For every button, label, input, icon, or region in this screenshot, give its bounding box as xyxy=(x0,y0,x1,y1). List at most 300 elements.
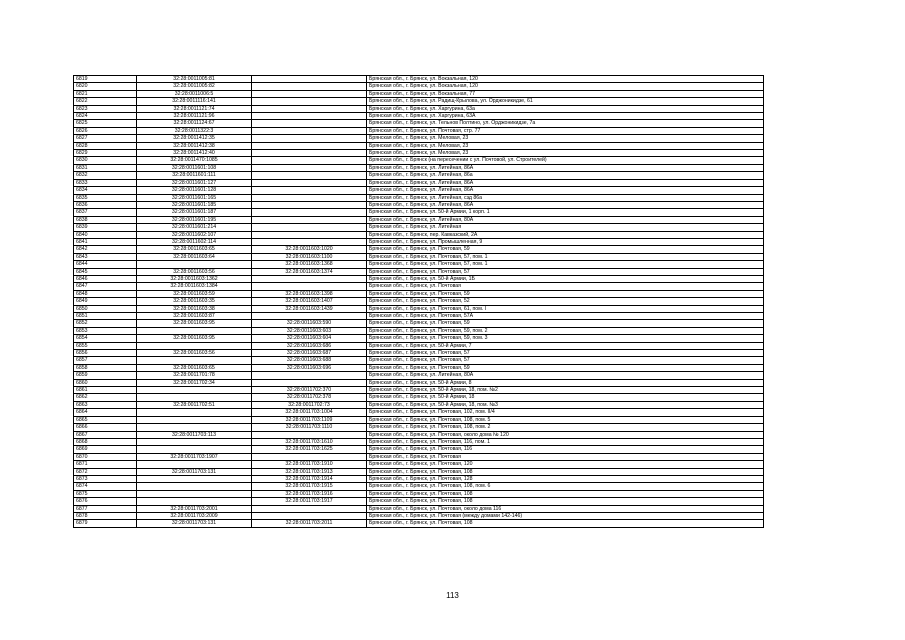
row-number-cell: 6859 xyxy=(74,372,137,379)
table-row xyxy=(74,268,764,275)
address-cell: Брянская обл., г. Брянск, ул. Меловая, 23 xyxy=(367,135,764,142)
table-row xyxy=(74,379,764,386)
address-cell: Брянская обл., г. Брянск, ул. Почтовая, 59 xyxy=(367,290,764,297)
address-cell: Брянская обл., г. Брянск, ул. Почтовая, 57, пом. 1 xyxy=(367,261,764,268)
cadastral-number-cell: 32:28:0011703:2001 xyxy=(137,505,252,512)
row-number-cell: 6841 xyxy=(74,238,137,245)
related-cadastral-number-cell xyxy=(252,453,367,460)
cadastral-number-cell: 32:28:0011702:51 xyxy=(137,401,252,408)
address-cell: Брянская обл., г. Брянск, ул. Почтовая, 57 xyxy=(367,268,764,275)
related-cadastral-number-cell xyxy=(252,283,367,290)
related-cadastral-number-cell xyxy=(252,179,367,186)
row-number-cell: 6879 xyxy=(74,520,137,527)
table-row xyxy=(74,298,764,305)
address-cell: Брянская обл., г. Брянск, ул. Вокзальная, 77 xyxy=(367,90,764,97)
cadastral-number-cell xyxy=(137,387,252,394)
address-cell: Брянская обл., г. Брянск, ул. Литейная, 86а xyxy=(367,172,764,179)
cadastral-number-cell xyxy=(137,409,252,416)
row-number-cell: 6824 xyxy=(74,113,137,120)
related-cadastral-number-cell: 32:28:0011703:1110 xyxy=(252,424,367,431)
row-number-cell: 6847 xyxy=(74,283,137,290)
table-row xyxy=(74,313,764,320)
cadastral-number-cell: 32:28:0011601:127 xyxy=(137,179,252,186)
table-row xyxy=(74,201,764,208)
row-number-cell: 6834 xyxy=(74,187,137,194)
related-cadastral-number-cell xyxy=(252,98,367,105)
related-cadastral-number-cell xyxy=(252,164,367,171)
address-cell: Брянская обл., г. Брянск, ул. Литейная, 86А xyxy=(367,164,764,171)
cadastral-number-cell: 32:28:0011005:82 xyxy=(137,83,252,90)
row-number-cell: 6843 xyxy=(74,253,137,260)
cadastral-number-cell xyxy=(137,475,252,482)
row-number-cell: 6822 xyxy=(74,98,137,105)
related-cadastral-number-cell: 32:28:0011603:1407 xyxy=(252,298,367,305)
address-cell: Брянская обл., г. Брянск, ул. Вокзальная, 120 xyxy=(367,76,764,83)
row-number-cell: 6827 xyxy=(74,135,137,142)
related-cadastral-number-cell xyxy=(252,142,367,149)
table-row xyxy=(74,164,764,171)
related-cadastral-number-cell xyxy=(252,275,367,282)
table-row xyxy=(74,438,764,445)
address-cell: Брянская обл., г. Брянск, ул. Литейная, 86А xyxy=(367,179,764,186)
table-row xyxy=(74,150,764,157)
address-cell: Брянская обл., г. Брянск, ул. Харгурина, 63а xyxy=(367,105,764,112)
related-cadastral-number-cell xyxy=(252,150,367,157)
row-number-cell: 6831 xyxy=(74,164,137,171)
table-row xyxy=(74,253,764,260)
related-cadastral-number-cell xyxy=(252,231,367,238)
cadastral-number-cell: 32:28:0011601:214 xyxy=(137,224,252,231)
address-cell: Брянская обл., г. Брянск, ул. 50-й Армии, 18, пом. №2 xyxy=(367,387,764,394)
related-cadastral-number-cell xyxy=(252,372,367,379)
row-number-cell: 6852 xyxy=(74,320,137,327)
table-row xyxy=(74,179,764,186)
cadastral-number-cell: 32:28:0011121:74 xyxy=(137,105,252,112)
address-cell: Брянская обл., г. Брянск, ул. 50-й Армии, 1 корп. 1 xyxy=(367,209,764,216)
row-number-cell: 6840 xyxy=(74,231,137,238)
row-number-cell: 6823 xyxy=(74,105,137,112)
related-cadastral-number-cell: 32:28:0011603:687 xyxy=(252,350,367,357)
related-cadastral-number-cell: 32:28:0011702:378 xyxy=(252,394,367,401)
address-cell: Брянская обл., г. Брянск, ул. Тельнов Полтино, ул. Орджоникидзе, 7а xyxy=(367,120,764,127)
row-number-cell: 6849 xyxy=(74,298,137,305)
address-cell: Брянская обл., г. Брянск, ул. Литейная, 86А xyxy=(367,201,764,208)
row-number-cell: 6858 xyxy=(74,364,137,371)
cadastral-number-cell: 32:28:0011702:34 xyxy=(137,379,252,386)
address-cell: Брянская обл., г. Брянск, ул. Почтовая, 108, пом. 2 xyxy=(367,424,764,431)
table-row xyxy=(74,76,764,83)
related-cadastral-number-cell: 32:28:0011603:696 xyxy=(252,364,367,371)
address-cell: Брянская обл., г. Брянск, ул. Почтовая (между домами 142-146) xyxy=(367,512,764,519)
table-row xyxy=(74,327,764,334)
related-cadastral-number-cell: 32:28:0011702:370 xyxy=(252,387,367,394)
address-cell: Брянская обл., г. Брянск, ул. Почтовая, стр. 77 xyxy=(367,127,764,134)
cadastral-number-cell: 32:28:0011602:107 xyxy=(137,231,252,238)
address-cell: Брянская обл., г. Брянск, ул. 50-й Армии, 1Б xyxy=(367,275,764,282)
page-number: 113 xyxy=(446,591,459,600)
table-row xyxy=(74,90,764,97)
row-number-cell: 6826 xyxy=(74,127,137,134)
row-number-cell: 6857 xyxy=(74,357,137,364)
address-cell: Брянская обл., г. Брянск, ул. Почтовая, 108 xyxy=(367,520,764,527)
row-number-cell: 6837 xyxy=(74,209,137,216)
row-number-cell: 6853 xyxy=(74,327,137,334)
row-number-cell: 6845 xyxy=(74,268,137,275)
row-number-cell: 6862 xyxy=(74,394,137,401)
cadastral-number-cell: 32:28:0011412:40 xyxy=(137,150,252,157)
table-row xyxy=(74,224,764,231)
row-number-cell: 6873 xyxy=(74,475,137,482)
table-row xyxy=(74,231,764,238)
cadastral-number-cell: 32:28:0011703:1907 xyxy=(137,453,252,460)
related-cadastral-number-cell: 32:28:0011703:1913 xyxy=(252,468,367,475)
cadastral-number-cell xyxy=(137,461,252,468)
cadastral-number-cell: 32:28:0011703:131 xyxy=(137,520,252,527)
address-cell: Брянская обл., г. Брянск, ул. Почтовая, 116 xyxy=(367,446,764,453)
row-number-cell: 6851 xyxy=(74,313,137,320)
related-cadastral-number-cell xyxy=(252,238,367,245)
table-row xyxy=(74,135,764,142)
table-row xyxy=(74,172,764,179)
cadastral-number-cell: 32:28:0011603:59 xyxy=(137,290,252,297)
table-row xyxy=(74,498,764,505)
row-number-cell: 6828 xyxy=(74,142,137,149)
related-cadastral-number-cell xyxy=(252,83,367,90)
related-cadastral-number-cell xyxy=(252,209,367,216)
address-cell: Брянская обл., г. Брянск, ул. Почтовая, 108, пом. 6 xyxy=(367,483,764,490)
related-cadastral-number-cell xyxy=(252,120,367,127)
registry-table-body xyxy=(74,76,764,528)
table-row xyxy=(74,113,764,120)
related-cadastral-number-cell xyxy=(252,313,367,320)
row-number-cell: 6850 xyxy=(74,305,137,312)
row-number-cell: 6832 xyxy=(74,172,137,179)
table-row xyxy=(74,475,764,482)
address-cell: Брянская обл., г. Брянск, ул. Почтовая, 59 xyxy=(367,320,764,327)
row-number-cell: 6844 xyxy=(74,261,137,268)
cadastral-number-cell: 32:28:0011601:187 xyxy=(137,209,252,216)
cadastral-number-cell: 32:28:0011603:56 xyxy=(137,268,252,275)
address-cell: Брянская обл., г. Брянск, ул. Харгурина, 63А xyxy=(367,113,764,120)
address-cell: Брянская обл., г. Брянск, ул. Почтовая, 102, пом. II/4 xyxy=(367,409,764,416)
table-row xyxy=(74,335,764,342)
row-number-cell: 6830 xyxy=(74,157,137,164)
table-row xyxy=(74,187,764,194)
cadastral-number-cell: 32:28:0011121:96 xyxy=(137,113,252,120)
address-cell: Брянская обл., г. Брянск, ул. Почтовая, 59, пом. 2 xyxy=(367,327,764,334)
cadastral-number-cell xyxy=(137,357,252,364)
row-number-cell: 6838 xyxy=(74,216,137,223)
related-cadastral-number-cell xyxy=(252,127,367,134)
table-row xyxy=(74,401,764,408)
related-cadastral-number-cell xyxy=(252,113,367,120)
row-number-cell: 6860 xyxy=(74,379,137,386)
cadastral-number-cell: 32:28:0011603:95 xyxy=(137,335,252,342)
related-cadastral-number-cell: 32:28:0011703:1915 xyxy=(252,483,367,490)
cadastral-number-cell: 32:28:0011603:56 xyxy=(137,350,252,357)
related-cadastral-number-cell xyxy=(252,216,367,223)
cadastral-number-cell xyxy=(137,342,252,349)
address-cell: Брянская обл., г. Брянск, ул. Почтовая, 57 xyxy=(367,350,764,357)
related-cadastral-number-cell: 32:28:0011603:604 xyxy=(252,335,367,342)
related-cadastral-number-cell: 32:28:0011603:1398 xyxy=(252,290,367,297)
cadastral-number-cell xyxy=(137,416,252,423)
row-number-cell: 6878 xyxy=(74,512,137,519)
related-cadastral-number-cell xyxy=(252,172,367,179)
cadastral-number-cell: 32:28:0011603:64 xyxy=(137,253,252,260)
cadastral-number-cell: 32:28:0011603:65 xyxy=(137,246,252,253)
address-cell: Брянская обл., г. Брянск, ул. Вокзальная, 120 xyxy=(367,83,764,90)
row-number-cell: 6864 xyxy=(74,409,137,416)
table-row xyxy=(74,357,764,364)
cadastral-number-cell: 32:28:0011703:2009 xyxy=(137,512,252,519)
related-cadastral-number-cell: 32:28:0011603:1368 xyxy=(252,261,367,268)
related-cadastral-number-cell: 32:28:0011703:1914 xyxy=(252,475,367,482)
row-number-cell: 6863 xyxy=(74,401,137,408)
address-cell: Брянская обл., г. Брянск (на пересечении с ул. Почтовой, ул. Строителей) xyxy=(367,157,764,164)
address-cell: Брянская обл., г. Брянск, ул. Почтовая, 108 xyxy=(367,468,764,475)
cadastral-number-cell: 32:28:0011603:38 xyxy=(137,305,252,312)
table-row xyxy=(74,483,764,490)
row-number-cell: 6868 xyxy=(74,438,137,445)
related-cadastral-number-cell xyxy=(252,157,367,164)
related-cadastral-number-cell: 32:28:0011603:1100 xyxy=(252,253,367,260)
related-cadastral-number-cell: 32:28:0011703:2011 xyxy=(252,520,367,527)
address-cell: Брянская обл., г. Брянск, ул. 50-й Армии, 8 xyxy=(367,379,764,386)
row-number-cell: 6842 xyxy=(74,246,137,253)
address-cell: Брянская обл., г. Брянск, ул. Меловая, 23 xyxy=(367,150,764,157)
related-cadastral-number-cell: 32:28:0011603:1439 xyxy=(252,305,367,312)
address-cell: Брянская обл., г. Брянск, ул. Почтовая, 57А xyxy=(367,313,764,320)
address-cell: Брянская обл., г. Брянск, ул. Почтовая, около дома 116 xyxy=(367,505,764,512)
cadastral-number-cell: 32:28:0011603:95 xyxy=(137,320,252,327)
address-cell: Брянская обл., г. Брянск, ул. 50-й Армии, 18, пом. №3 xyxy=(367,401,764,408)
address-cell: Брянская обл., г. Брянск, ул. Литейная, 80А xyxy=(367,216,764,223)
related-cadastral-number-cell xyxy=(252,512,367,519)
cadastral-number-cell xyxy=(137,490,252,497)
cadastral-number-cell: 32:28:0011601:165 xyxy=(137,194,252,201)
related-cadastral-number-cell xyxy=(252,379,367,386)
related-cadastral-number-cell xyxy=(252,201,367,208)
table-row xyxy=(74,416,764,423)
related-cadastral-number-cell: 32:28:0011703:1916 xyxy=(252,490,367,497)
address-cell: Брянская обл., г. Брянск, ул. Литейная, 80А xyxy=(367,372,764,379)
address-cell: Брянская обл., г. Брянск, ул. Почтовая, 59, пом. 3 xyxy=(367,335,764,342)
table-row xyxy=(74,261,764,268)
table-row xyxy=(74,409,764,416)
related-cadastral-number-cell: 32:28:0011603:1374 xyxy=(252,268,367,275)
cadastral-number-cell: 32:28:0011601:128 xyxy=(137,187,252,194)
address-cell: Брянская обл., г. Брянск, ул. Литейная, 86А xyxy=(367,187,764,194)
cadastral-number-cell: 32:28:0011006:5 xyxy=(137,90,252,97)
cadastral-number-cell xyxy=(137,424,252,431)
row-number-cell: 6869 xyxy=(74,446,137,453)
table-row xyxy=(74,520,764,527)
row-number-cell: 6825 xyxy=(74,120,137,127)
table-row xyxy=(74,350,764,357)
related-cadastral-number-cell: 32:28:0011703:1910 xyxy=(252,461,367,468)
address-cell: Брянская обл., г. Брянск, ул. Почтовая, 108 xyxy=(367,490,764,497)
related-cadastral-number-cell: 32:28:0011603:686 xyxy=(252,342,367,349)
cadastral-number-cell: 32:28:0011601:108 xyxy=(137,164,252,171)
cadastral-number-cell: 32:28:0011603:1384 xyxy=(137,283,252,290)
row-number-cell: 6821 xyxy=(74,90,137,97)
row-number-cell: 6846 xyxy=(74,275,137,282)
address-cell: Брянская обл., г. Брянск, ул. Литейная, сзд 86а xyxy=(367,194,764,201)
related-cadastral-number-cell xyxy=(252,194,367,201)
cadastral-number-cell: 32:28:0011603:65 xyxy=(137,364,252,371)
table-row xyxy=(74,142,764,149)
table-row xyxy=(74,387,764,394)
address-cell: Брянская обл., г. Брянск, ул. Радищ-Крылова, ул. Орджоникидзе, 61 xyxy=(367,98,764,105)
table-row xyxy=(74,275,764,282)
address-cell: Брянская обл., г. Брянск, ул. Почтовая, 108 xyxy=(367,498,764,505)
address-cell: Брянская обл., г. Брянск, ул. Почтовая xyxy=(367,283,764,290)
related-cadastral-number-cell xyxy=(252,135,367,142)
table-row xyxy=(74,83,764,90)
cadastral-number-cell: 32:28:0011603:87 xyxy=(137,313,252,320)
address-cell: Брянская обл., г. Брянск, ул. Почтовая, 116, пом. 1 xyxy=(367,438,764,445)
address-cell: Брянская обл., г. Брянск, ул. Почтовая, 128 xyxy=(367,475,764,482)
address-cell: Брянская обл., г. Брянск, ул. Почтовая, 120 xyxy=(367,461,764,468)
address-cell: Брянская обл., г. Брянск, ул. Почтовая, 57 xyxy=(367,357,764,364)
row-number-cell: 6865 xyxy=(74,416,137,423)
related-cadastral-number-cell xyxy=(252,187,367,194)
address-cell: Брянская обл., г. Брянск, ул. Промышленная, 9 xyxy=(367,238,764,245)
table-row xyxy=(74,431,764,438)
address-cell: Брянская обл., г. Брянск, ул. Почтовая, 52 xyxy=(367,298,764,305)
table-row xyxy=(74,364,764,371)
cadastral-number-cell xyxy=(137,438,252,445)
row-number-cell: 6835 xyxy=(74,194,137,201)
cadastral-number-cell: 32:28:0011124:67 xyxy=(137,120,252,127)
address-cell: Брянская обл., г. Брянск, ул. 50-й Армии, 7 xyxy=(367,342,764,349)
row-number-cell: 6848 xyxy=(74,290,137,297)
table-row xyxy=(74,157,764,164)
table-row xyxy=(74,453,764,460)
table-row xyxy=(74,424,764,431)
cadastral-number-cell xyxy=(137,498,252,505)
cadastral-number-cell: 32:28:0011412:38 xyxy=(137,142,252,149)
related-cadastral-number-cell xyxy=(252,76,367,83)
table-row xyxy=(74,372,764,379)
row-number-cell: 6866 xyxy=(74,424,137,431)
table-row xyxy=(74,394,764,401)
address-cell: Брянская обл., г. Брянск, ул. Почтовая, около дома № 120 xyxy=(367,431,764,438)
address-cell: Брянская обл., г. Брянск, ул. Почтовая, 59 xyxy=(367,364,764,371)
related-cadastral-number-cell: 32:28:0011703:1917 xyxy=(252,498,367,505)
cadastral-number-cell: 32:28:0011703:131 xyxy=(137,468,252,475)
address-cell: Брянская обл., г. Брянск, ул. Почтовая, 108, пом. 5 xyxy=(367,416,764,423)
row-number-cell: 6874 xyxy=(74,483,137,490)
table-row xyxy=(74,98,764,105)
address-cell: Брянская обл., г. Брянск, ул. Литейная xyxy=(367,224,764,231)
row-number-cell: 6820 xyxy=(74,83,137,90)
related-cadastral-number-cell: 32:28:0011703:1625 xyxy=(252,446,367,453)
table-row xyxy=(74,105,764,112)
cadastral-number-cell: 32:28:0011601:195 xyxy=(137,216,252,223)
related-cadastral-number-cell xyxy=(252,90,367,97)
cadastral-number-cell: 32:28:0011602:114 xyxy=(137,238,252,245)
table-row xyxy=(74,446,764,453)
address-cell: Брянская обл., г. Брянск, ул. Почтовая, 57, пом. 1 xyxy=(367,253,764,260)
cadastral-number-cell: 32:28:0011603:35 xyxy=(137,298,252,305)
cadastral-number-cell: 32:28:0011701:78 xyxy=(137,372,252,379)
row-number-cell: 6870 xyxy=(74,453,137,460)
cadastral-number-cell xyxy=(137,261,252,268)
related-cadastral-number-cell: 32:28:0011603:688 xyxy=(252,357,367,364)
row-number-cell: 6854 xyxy=(74,335,137,342)
row-number-cell: 6839 xyxy=(74,224,137,231)
related-cadastral-number-cell: 32:28:0011603:1020 xyxy=(252,246,367,253)
table-row xyxy=(74,194,764,201)
related-cadastral-number-cell xyxy=(252,505,367,512)
related-cadastral-number-cell xyxy=(252,224,367,231)
cadastral-number-cell: 32:28:0011322:3 xyxy=(137,127,252,134)
table-row xyxy=(74,305,764,312)
table-row xyxy=(74,342,764,349)
address-cell: Брянская обл., г. Брянск, пер. Кавказский, 2А xyxy=(367,231,764,238)
related-cadastral-number-cell: 32:28:0011703:1109 xyxy=(252,416,367,423)
related-cadastral-number-cell xyxy=(252,105,367,112)
registry-table xyxy=(73,75,764,528)
address-cell: Брянская обл., г. Брянск, ул. Почтовая xyxy=(367,453,764,460)
table-row xyxy=(74,290,764,297)
row-number-cell: 6819 xyxy=(74,76,137,83)
related-cadastral-number-cell: 32:28:0011703:1610 xyxy=(252,438,367,445)
row-number-cell: 6856 xyxy=(74,350,137,357)
cadastral-number-cell: 32:28:0011005:81 xyxy=(137,76,252,83)
table-row xyxy=(74,505,764,512)
row-number-cell: 6872 xyxy=(74,468,137,475)
related-cadastral-number-cell xyxy=(252,431,367,438)
cadastral-number-cell: 32:28:0011116:141 xyxy=(137,98,252,105)
cadastral-number-cell xyxy=(137,483,252,490)
row-number-cell: 6875 xyxy=(74,490,137,497)
row-number-cell: 6867 xyxy=(74,431,137,438)
table-row xyxy=(74,461,764,468)
cadastral-number-cell: 32:28:0011601:111 xyxy=(137,172,252,179)
related-cadastral-number-cell: 32:28:0011703:1004 xyxy=(252,409,367,416)
row-number-cell: 6861 xyxy=(74,387,137,394)
cadastral-number-cell xyxy=(137,446,252,453)
address-cell: Брянская обл., г. Брянск, ул. Меловая, 23 xyxy=(367,142,764,149)
address-cell: Брянская обл., г. Брянск, ул. Почтовая, 59 xyxy=(367,246,764,253)
row-number-cell: 6876 xyxy=(74,498,137,505)
cadastral-number-cell: 32:28:0011703:113 xyxy=(137,431,252,438)
related-cadastral-number-cell: 32:28:0011603:590 xyxy=(252,320,367,327)
cadastral-number-cell: 32:28:0011603:1362 xyxy=(137,275,252,282)
table-row xyxy=(74,512,764,519)
table-row xyxy=(74,127,764,134)
related-cadastral-number-cell: 32:28:0011702:73 xyxy=(252,401,367,408)
cadastral-number-cell: 32:28:0011412:35 xyxy=(137,135,252,142)
table-row xyxy=(74,320,764,327)
table-row xyxy=(74,238,764,245)
related-cadastral-number-cell: 32:28:0011603:603 xyxy=(252,327,367,334)
row-number-cell: 6855 xyxy=(74,342,137,349)
row-number-cell: 6877 xyxy=(74,505,137,512)
row-number-cell: 6836 xyxy=(74,201,137,208)
table-row xyxy=(74,468,764,475)
table-row xyxy=(74,216,764,223)
table-row xyxy=(74,283,764,290)
cadastral-number-cell: 32:28:0011601:185 xyxy=(137,201,252,208)
table-row xyxy=(74,120,764,127)
row-number-cell: 6871 xyxy=(74,461,137,468)
cadastral-number-cell xyxy=(137,327,252,334)
table-row xyxy=(74,490,764,497)
